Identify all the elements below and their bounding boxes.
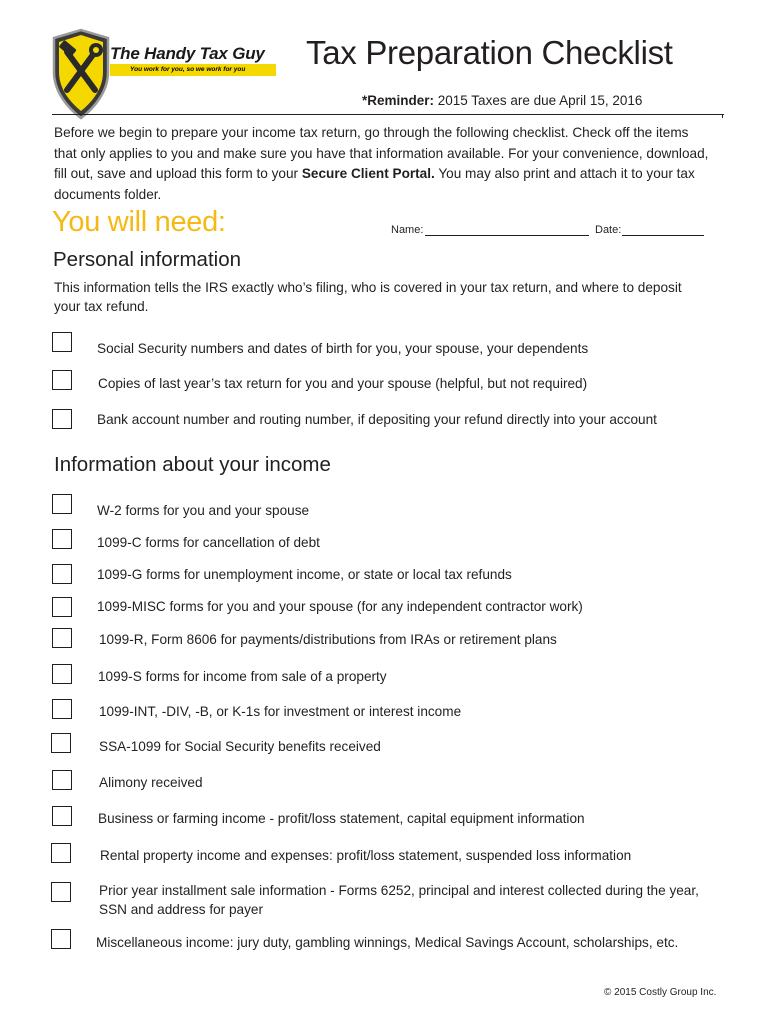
intro-paragraph <box>54 123 714 205</box>
reminder-label: *Reminder: <box>362 93 435 108</box>
checkbox-1099-int[interactable] <box>52 699 72 719</box>
logo-tagline: You work for you, so we work for you <box>110 64 276 76</box>
checklist-item-installment-sale: Prior year installment sale information - Forms 6252, principal and interest collected during the year, SSN and address for payer <box>99 883 699 917</box>
shield-hammer-wrench-icon <box>48 28 114 120</box>
personal-info-heading: Personal information <box>53 248 242 271</box>
checklist-item-alimony: Alimony received <box>99 775 203 790</box>
reminder <box>362 93 642 108</box>
checklist-item-rental-property: Rental property income and expenses: profit/loss statement, suspended loss information <box>100 848 632 863</box>
checkbox-1099-c[interactable] <box>52 529 72 549</box>
reminder-text: 2015 Taxes are due April 15, 2016 <box>434 93 643 108</box>
personal-info-description: This information tells the IRS exactly who’s filing, who is covered in your tax return, and where to deposit your tax refund. <box>54 280 682 314</box>
checklist-item-business-income: Business or farming income - profit/loss statement, capital equipment information <box>98 811 585 826</box>
checklist-item-misc-income: Miscellaneous income: jury duty, gambling winnings, Medical Savings Account, scholarships, etc. <box>96 935 679 950</box>
checkbox-1099-s[interactable] <box>52 664 72 684</box>
date-field[interactable] <box>622 235 704 236</box>
name-field[interactable] <box>425 235 589 236</box>
checkbox-bank-account[interactable] <box>52 409 72 429</box>
checklist-item-w2: W-2 forms for you and your spouse <box>97 503 310 518</box>
checkbox-business-income[interactable] <box>52 806 72 826</box>
checkbox-alimony[interactable] <box>52 770 72 790</box>
checkbox-1099-r[interactable] <box>52 628 72 648</box>
logo-title: The Handy Tax Guy <box>110 44 265 63</box>
checkbox-1099-misc[interactable] <box>52 597 72 617</box>
checkbox-ssa-1099[interactable] <box>51 733 71 753</box>
checklist-item-1099-r: 1099-R, Form 8606 for payments/distributions from IRAs or retirement plans <box>99 632 557 647</box>
checkbox-rental-property[interactable] <box>51 843 71 863</box>
checkbox-ssn[interactable] <box>52 332 72 352</box>
checklist-item-1099-misc: 1099-MISC forms for you and your spouse (for any independent contractor work) <box>97 599 583 614</box>
name-label: Name: <box>391 224 424 236</box>
checklist-item-1099-c: 1099-C forms for cancellation of debt <box>97 535 320 550</box>
header-divider-tick <box>722 114 723 118</box>
checklist-item-ssa-1099: SSA-1099 for Social Security benefits received <box>99 739 381 754</box>
checklist-item-ssn: Social Security numbers and dates of birth for you, your spouse, your dependents <box>97 341 589 356</box>
income-info-heading: Information about your income <box>54 453 331 476</box>
page-title: Tax Preparation Checklist <box>306 34 673 71</box>
secure-portal-text: Secure Client Portal. <box>301 166 435 181</box>
checkbox-w2[interactable] <box>52 494 72 514</box>
checklist-item-1099-g: 1099-G forms for unemployment income, or state or local tax refunds <box>97 567 512 582</box>
checkbox-misc-income[interactable] <box>51 929 71 949</box>
checklist-item-bank-account: Bank account number and routing number, if depositing your refund directly into your account <box>97 412 657 427</box>
checklist-item-last-year-return: Copies of last year’s tax return for you and your spouse (helpful, but not required) <box>98 376 588 391</box>
header-divider <box>52 114 724 115</box>
intro-text-end: You may also print and attach it to your tax documents folder. <box>54 166 695 202</box>
checklist-item-1099-s: 1099-S forms for income from sale of a property <box>98 669 387 684</box>
checkbox-installment-sale[interactable] <box>51 882 71 902</box>
date-label: Date: <box>595 224 622 236</box>
intro-text: Before we begin to prepare your income tax return, go through the following checklist. Check off the items that only applies to you and make sure you have that information available. For your convenience, download, fill out, save and upload this form to your <box>54 125 709 181</box>
copyright-footer: © 2015 Costly Group Inc. <box>604 987 717 998</box>
checkbox-last-year-return[interactable] <box>52 370 72 390</box>
checkbox-1099-g[interactable] <box>52 564 72 584</box>
you-will-need-heading: You will need: <box>52 206 226 238</box>
checklist-item-1099-int: 1099-INT, -DIV, -B, or K-1s for investment or interest income <box>99 704 462 719</box>
